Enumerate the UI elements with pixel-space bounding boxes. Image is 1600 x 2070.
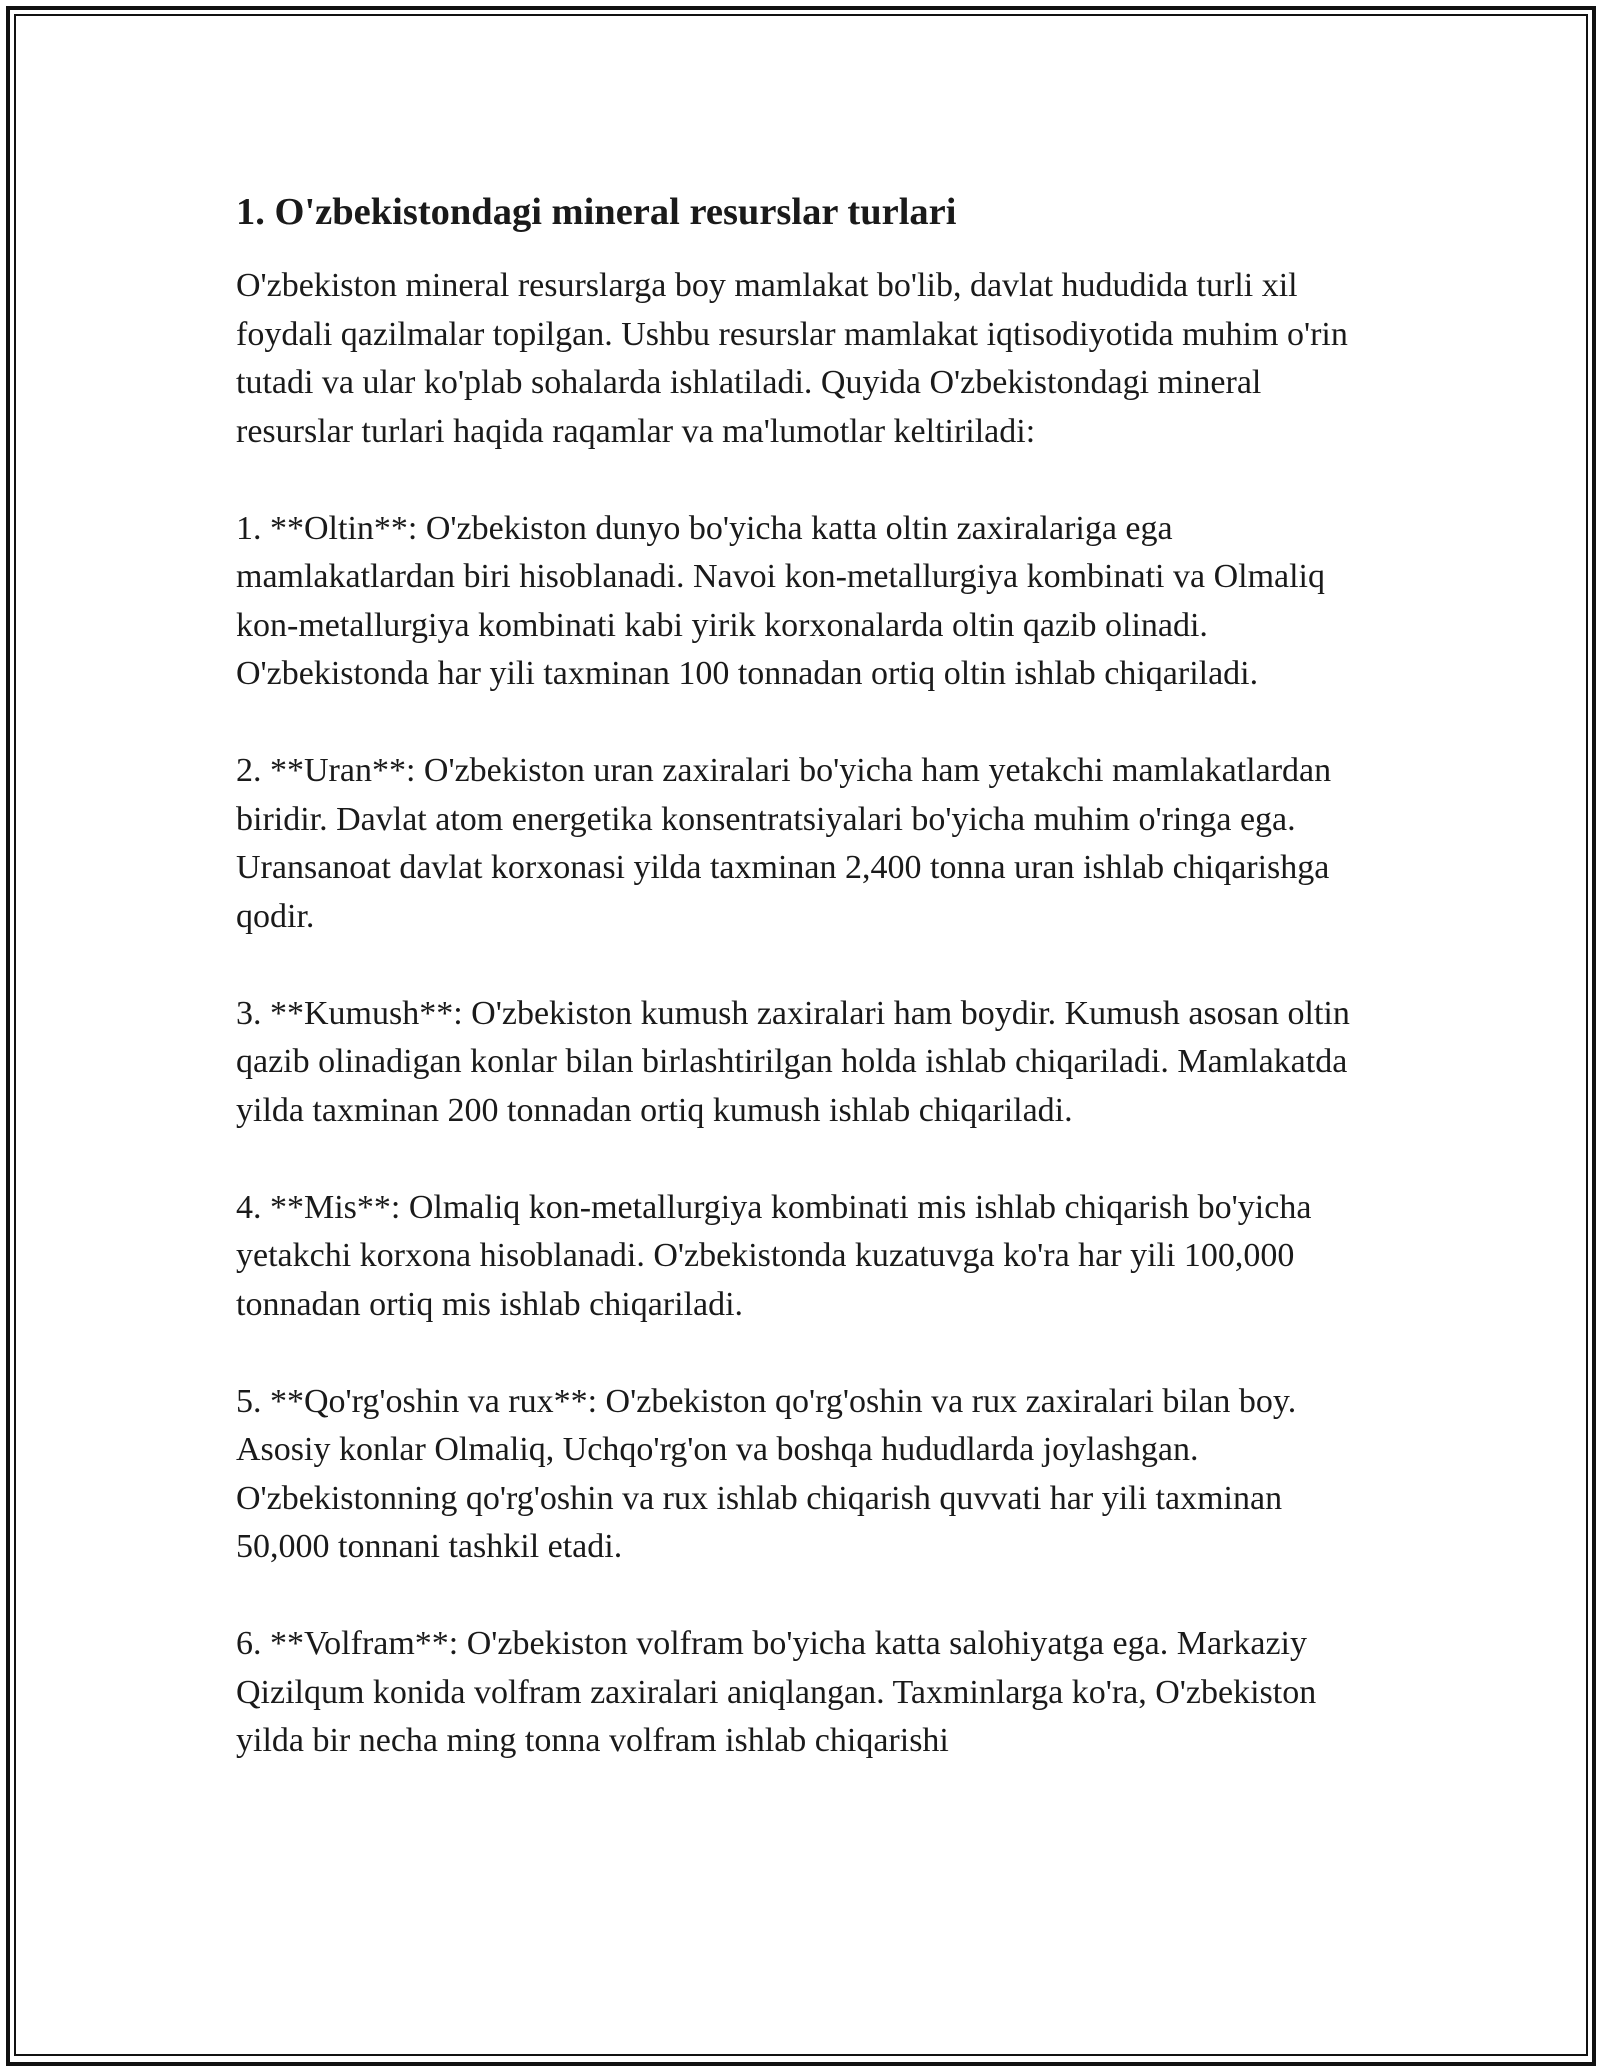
- list-item-gold: 1. **Oltin**: O'zbekiston dunyo bo'yicha katta oltin zaxiralariga ega mamlakatlardan biri hisoblanadi. Navoi kon-metallurgiya kombinati va Olmaliq kon-metallurgiya kombinati kabi yirik korxonalarda oltin qazib olinadi. O'zbekistonda har yili taxminan 100 tonnadan ortiq oltin ishlab chiqariladi.: [236, 509, 1325, 692]
- list-item-tungsten: 6. **Volfram**: O'zbekiston volfram bo'yicha katta salohiyatga ega. Markaziy Qizilqum konida volfram zaxiralari aniqlangan. Taxminlarga ko'ra, O'zbekiston yilda bir necha ming tonna volfram ishlab chiqarishi: [236, 1625, 1317, 1759]
- section-heading: 1. O'zbekistondagi mineral resurslar turlari: [236, 191, 957, 233]
- list-item-lead-zinc: 5. **Qo'rg'oshin va rux**: O'zbekiston qo'rg'oshin va rux zaxiralari bilan boy. Asosiy konlar Olmaliq, Uchqo'rg'on va boshqa hududlarda joylashgan. O'zbekistonning qo'rg'oshin va rux ishlab chiqarish quvvati har yili taxminan 50,000 tonnani tashkil etadi.: [236, 1382, 1297, 1565]
- list-item-silver: 3. **Kumush**: O'zbekiston kumush zaxiralari ham boydir. Kumush asosan oltin qazib olinadigan konlar bilan birlashtirilgan holda ishlab chiqariladi. Mamlakatda yilda taxminan 200 tonnadan ortiq kumush ishlab chiqariladi.: [236, 994, 1350, 1129]
- document-body: [236, 188, 1376, 1814]
- intro-paragraph: O'zbekiston mineral resurslarga boy mamlakat bo'lib, davlat hududida turli xil foydali qazilmalar topilgan. Ushbu resurslar mamlakat iqtisodiyotida muhim o'rin tutadi va ular ko'plab sohalarda ishlatiladi. Quyida O'zbekistondagi mineral resurslar turlari haqida raqamlar va ma'lumotlar keltiriladi:: [236, 267, 1348, 450]
- list-item-copper: 4. **Mis**: Olmaliq kon-metallurgiya kombinati mis ishlab chiqarish bo'yicha yetakchi korxona hisoblanadi. O'zbekistonda kuzatuvga ko'ra har yili 100,000 tonnadan ortiq mis ishlab chiqariladi.: [236, 1188, 1312, 1323]
- list-item-uranium: 2. **Uran**: O'zbekiston uran zaxiralari bo'yicha ham yetakchi mamlakatlardan biridir. Davlat atom energetika konsentratsiyalari bo'yicha muhim o'ringa ega. Uransanoat davlat korxonasi yilda taxminan 2,400 tonna uran ishlab chiqarishga qodir.: [236, 752, 1332, 935]
